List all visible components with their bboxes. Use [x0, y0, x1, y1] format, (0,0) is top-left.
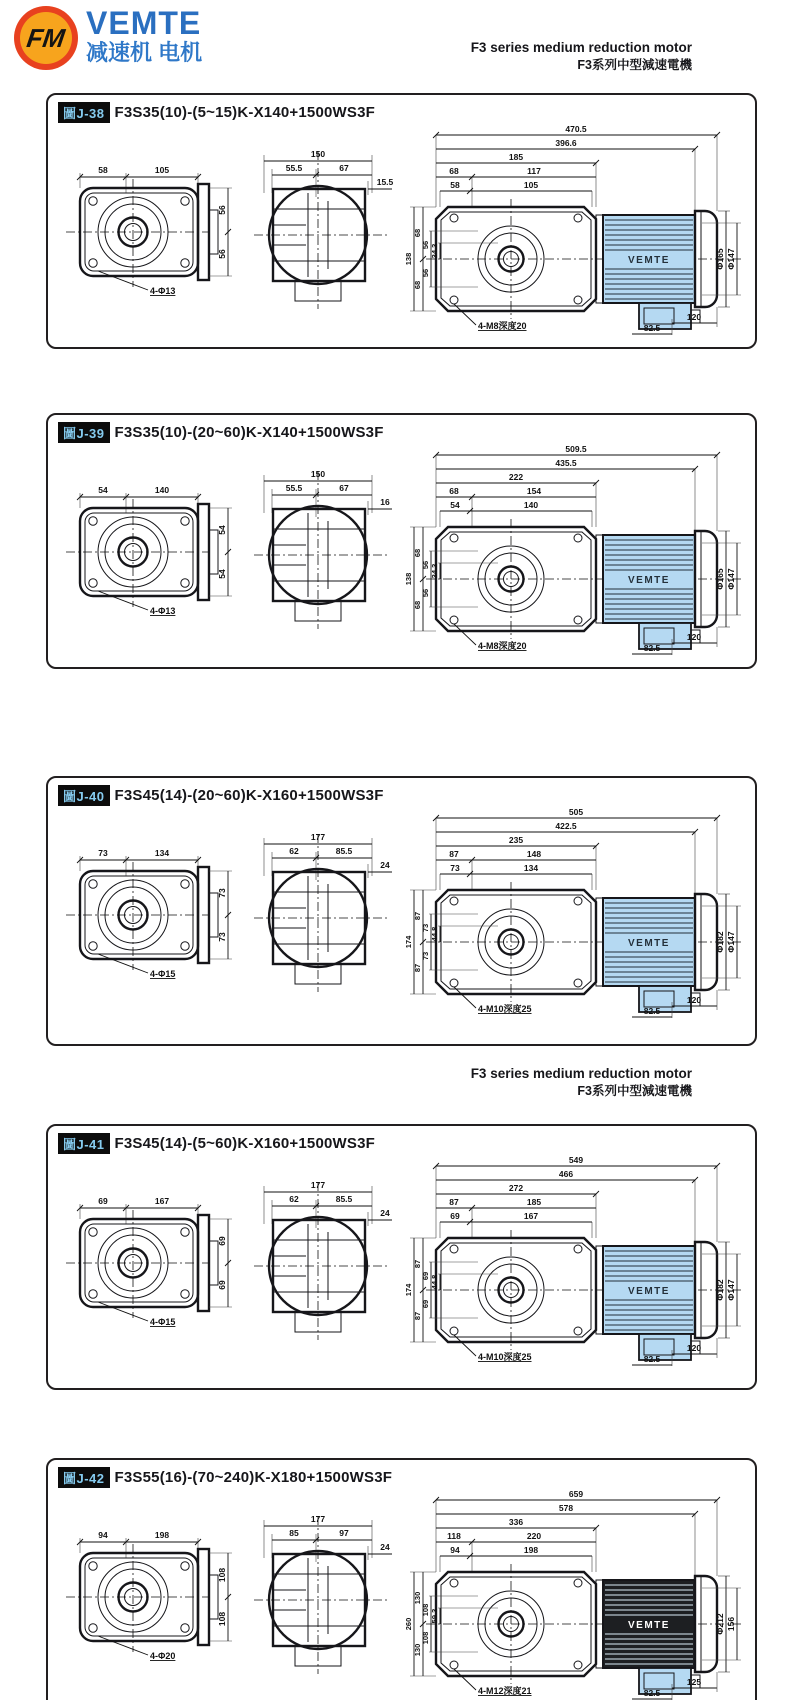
main-view: [404, 444, 742, 655]
dim-label: 150: [310, 149, 326, 159]
dim-label: 154: [526, 486, 542, 496]
dim-label: Φ165: [715, 248, 725, 270]
dim-label: 138: [404, 252, 413, 266]
dim-label: 94: [450, 1545, 460, 1555]
dim-label: 68: [413, 280, 422, 290]
dim-label: 108: [217, 1611, 227, 1627]
figure-tag: 圖J-38: [58, 102, 110, 123]
dim-label: 73: [421, 923, 430, 933]
tapped-holes-label: 4-M12深度21: [478, 1686, 532, 1696]
front-view: [66, 165, 232, 296]
dim-label: 85: [289, 1528, 299, 1538]
dim-label: 82.5: [643, 1688, 661, 1698]
dim-label: 73: [217, 888, 227, 898]
figure-panel-j38: [46, 93, 757, 349]
dim-label: 470.5: [565, 124, 587, 134]
dim-label: 108: [421, 1603, 430, 1617]
dim-label: 509.5: [565, 444, 587, 454]
main-view: [404, 807, 742, 1018]
brand-subtitle: 减速机 电机: [86, 40, 203, 65]
side-view: [254, 469, 392, 629]
dim-label: 68: [413, 228, 422, 238]
motor-brand-label: VEMTE: [628, 1286, 670, 1297]
tapped-holes-label: 4-M8深度20: [478, 641, 527, 651]
brand-logo: [14, 6, 78, 70]
figure-header: [48, 415, 755, 443]
brand-name: VEMTE: [86, 5, 202, 41]
dim-label: 82.5: [643, 1354, 661, 1364]
brand-logo-inner: [20, 12, 72, 64]
dim-label: 85.5: [335, 846, 353, 856]
dim-label: 120: [686, 995, 702, 1005]
figure-title: F3S35(10)-(5~15)K-X140+1500WS3F: [114, 104, 376, 121]
dim-label: 578: [558, 1503, 574, 1513]
dim-label: 87: [413, 911, 422, 921]
dim-label: 235: [508, 835, 524, 845]
series-title-zh: F3系列中型減速電機: [577, 58, 692, 72]
dim-label: 15.5: [376, 177, 394, 187]
dim-label: 34.3: [430, 243, 439, 259]
series-title-en: F3 series medium reduction motor: [470, 1066, 692, 1081]
dim-label: Φ165: [715, 568, 725, 590]
dim-label: 54: [217, 569, 227, 579]
dim-label: 134: [154, 848, 170, 858]
dim-label: 69: [98, 1196, 108, 1206]
dim-label: 466: [558, 1169, 574, 1179]
dim-label: 24: [380, 860, 390, 870]
dim-label: 87: [413, 963, 422, 973]
dim-label: 58: [450, 180, 460, 190]
dim-label: 659: [568, 1489, 584, 1499]
figure-panel-j41: [46, 1124, 757, 1390]
figure-header: [48, 95, 755, 123]
dim-label: 167: [523, 1211, 539, 1221]
dim-label: 138: [404, 572, 413, 586]
dim-label: Φ182: [715, 1279, 725, 1301]
tapped-holes-label: 4-M8深度20: [478, 321, 527, 331]
engineering-drawing: [48, 443, 748, 657]
dim-label: 69: [217, 1236, 227, 1246]
bolt-holes-label: 4-Φ15: [150, 969, 176, 979]
engineering-drawing: [48, 123, 748, 337]
dim-label: 108: [217, 1567, 227, 1583]
dim-label: 130: [413, 1643, 422, 1657]
dim-label: 56: [217, 205, 227, 215]
motor-brand-label: VEMTE: [628, 255, 670, 266]
dim-label: 97: [339, 1528, 349, 1538]
dim-label: 73: [421, 951, 430, 961]
dim-label: 336: [508, 1517, 524, 1527]
dim-label: 222: [508, 472, 524, 482]
dim-label: 69: [217, 1280, 227, 1290]
dim-label: 198: [523, 1545, 539, 1555]
dim-label: 177: [310, 1514, 326, 1524]
figure-title: F3S35(10)-(20~60)K-X140+1500WS3F: [114, 424, 384, 441]
dim-label: 125: [686, 1677, 702, 1687]
dim-label: 62: [289, 1194, 299, 1204]
dim-label: 54: [98, 485, 108, 495]
motor-brand-label: VEMTE: [628, 575, 670, 586]
dim-label: 422.5: [555, 821, 577, 831]
dim-label: 87: [449, 849, 459, 859]
side-view: [254, 1514, 392, 1674]
side-view: [254, 832, 392, 992]
tapped-holes-label: 4-M10深度25: [478, 1352, 532, 1362]
dim-label: 87: [449, 1197, 459, 1207]
dim-label: 150: [310, 469, 326, 479]
series-title-top: [471, 40, 692, 73]
dim-label: 134: [523, 863, 539, 873]
dim-label: 120: [686, 632, 702, 642]
dim-label: 44.8: [430, 1274, 439, 1290]
dim-label: 56: [421, 240, 430, 250]
dim-label: 118: [447, 1531, 461, 1541]
dim-label: 549: [568, 1155, 584, 1165]
side-view: [254, 149, 394, 309]
dim-label: 85.5: [335, 1194, 353, 1204]
dim-label: 177: [310, 1180, 326, 1190]
dim-label: 44.8: [430, 926, 439, 942]
main-view: [404, 1489, 742, 1700]
dim-label: 167: [154, 1196, 170, 1206]
dim-label: 54: [217, 525, 227, 535]
figure-header: [48, 778, 755, 806]
figure-tag: 圖J-41: [58, 1133, 110, 1154]
series-title-middle: [471, 1066, 692, 1099]
dim-label: 16: [380, 497, 390, 507]
brand-header: [14, 6, 202, 70]
dim-label: 69: [421, 1299, 430, 1309]
dim-label: 58: [98, 165, 108, 175]
dim-label: 56: [421, 588, 430, 598]
dim-label: 505: [568, 807, 584, 817]
dim-label: 82.5: [643, 323, 661, 333]
dim-label: 156: [726, 1616, 736, 1632]
dim-label: 82.5: [643, 1006, 661, 1016]
dim-label: 272: [508, 1183, 524, 1193]
dim-label: Φ147: [726, 568, 736, 590]
bolt-holes-label: 4-Φ13: [150, 606, 176, 616]
figure-tag: 圖J-39: [58, 422, 110, 443]
figure-title: F3S45(14)-(20~60)K-X160+1500WS3F: [114, 787, 384, 804]
figure-tag: 圖J-40: [58, 785, 110, 806]
dim-label: 34.3: [430, 563, 439, 579]
figure-tag: 圖J-42: [58, 1467, 110, 1488]
bolt-holes-label: 4-Φ20: [150, 1651, 176, 1661]
dim-label: 55.5: [285, 483, 303, 493]
dim-label: 68: [413, 548, 422, 558]
main-view: [404, 124, 742, 335]
front-view: [66, 1196, 232, 1327]
dim-label: 140: [154, 485, 170, 495]
bolt-holes-label: 4-Φ13: [150, 286, 176, 296]
dim-label: 260: [404, 1617, 413, 1631]
dim-label: 198: [154, 1530, 170, 1540]
dim-label: 108: [421, 1631, 430, 1645]
figure-title: F3S55(16)-(70~240)K-X180+1500WS3F: [114, 1469, 393, 1486]
dim-label: 174: [404, 1283, 413, 1297]
engineering-drawing: [48, 1488, 748, 1700]
dim-label: 55.5: [285, 163, 303, 173]
dim-label: Φ212: [715, 1613, 725, 1635]
dim-label: 140: [523, 500, 539, 510]
dim-label: 177: [310, 832, 326, 842]
engineering-drawing: [48, 1154, 748, 1368]
dim-label: 148: [526, 849, 542, 859]
front-view: [66, 1530, 232, 1661]
dim-label: 69: [450, 1211, 460, 1221]
dim-label: 56: [421, 268, 430, 278]
engineering-drawing: [48, 806, 748, 1020]
bolt-holes-label: 4-Φ15: [150, 1317, 176, 1327]
dim-label: 62: [289, 846, 299, 856]
series-title-en: F3 series medium reduction motor: [470, 40, 692, 55]
dim-label: 56: [217, 249, 227, 259]
figure-title: F3S45(14)-(5~60)K-X160+1500WS3F: [114, 1135, 376, 1152]
dim-label: 105: [523, 180, 539, 190]
dim-label: 69: [421, 1271, 430, 1281]
figure-panel-j42: [46, 1458, 757, 1700]
figure-panel-j39: [46, 413, 757, 669]
front-view: [66, 485, 232, 616]
dim-label: 59.3: [430, 1608, 439, 1624]
dim-label: 24: [380, 1542, 390, 1552]
front-view: [66, 848, 232, 979]
motor-brand-label: VEMTE: [628, 1620, 670, 1631]
dim-label: Φ147: [726, 248, 736, 270]
figure-panel-j40: [46, 776, 757, 1046]
dim-label: 220: [526, 1531, 542, 1541]
dim-label: 73: [217, 932, 227, 942]
series-title-zh: F3系列中型減速電機: [577, 1084, 692, 1098]
dim-label: 87: [413, 1311, 422, 1321]
dim-label: 68: [449, 166, 459, 176]
figure-header: [48, 1126, 755, 1154]
dim-label: 120: [686, 312, 702, 322]
dim-label: 68: [413, 600, 422, 610]
dim-label: Φ147: [726, 931, 736, 953]
motor-brand-label: VEMTE: [628, 938, 670, 949]
dim-label: 67: [339, 163, 349, 173]
main-view: [404, 1155, 742, 1366]
dim-label: 24: [380, 1208, 390, 1218]
dim-label: 130: [413, 1591, 422, 1605]
dim-label: 120: [686, 1343, 702, 1353]
dim-label: 94: [98, 1530, 108, 1540]
dim-label: 73: [450, 863, 460, 873]
dim-label: 174: [404, 935, 413, 949]
dim-label: 68: [449, 486, 459, 496]
dim-label: 105: [154, 165, 170, 175]
dim-label: Φ147: [726, 1279, 736, 1301]
brand-logo-glyph: FM: [25, 22, 67, 53]
dim-label: 67: [339, 483, 349, 493]
dim-label: 56: [421, 560, 430, 570]
dim-label: 54: [450, 500, 460, 510]
dim-label: 185: [526, 1197, 542, 1207]
dim-label: 396.6: [555, 138, 577, 148]
dim-label: 87: [413, 1259, 422, 1269]
dim-label: 435.5: [555, 458, 577, 468]
tapped-holes-label: 4-M10深度25: [478, 1004, 532, 1014]
brand-words: [86, 6, 202, 66]
side-view: [254, 1180, 392, 1340]
dim-label: Φ182: [715, 931, 725, 953]
dim-label: 185: [508, 152, 524, 162]
dim-label: 117: [527, 166, 541, 176]
figure-header: [48, 1460, 755, 1488]
dim-label: 82.5: [643, 643, 661, 653]
dim-label: 73: [98, 848, 108, 858]
